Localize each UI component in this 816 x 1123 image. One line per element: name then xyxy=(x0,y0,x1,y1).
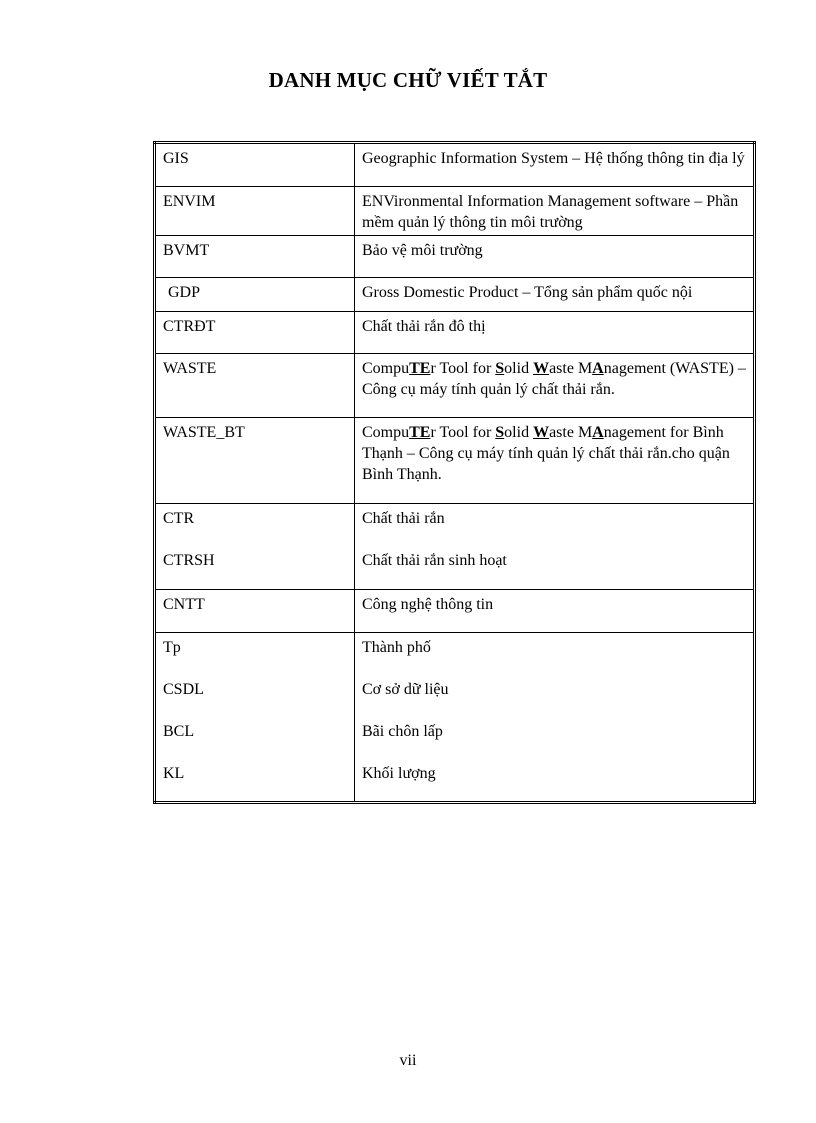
table-row xyxy=(155,418,755,504)
abbreviation-cell: CTRĐT xyxy=(155,312,355,354)
abbreviation-cell: BVMT xyxy=(155,236,355,278)
meaning-text: CompuTEr Tool for Solid Waste MAnagement for Bình Thạnh – Công cụ máy tính quản lý chất thải rắn.cho quận Bình Thạnh. xyxy=(362,424,730,483)
table-row xyxy=(155,504,755,590)
meaning-cell xyxy=(355,504,755,590)
abbreviation-cell: GDP xyxy=(155,278,355,312)
meaning-line: Chất thải rắn sinh hoạt xyxy=(362,552,507,569)
table-row xyxy=(155,278,755,312)
abbreviation-line: Tp xyxy=(163,639,181,656)
meaning-cell xyxy=(355,354,755,418)
abbreviation-cell: CNTT xyxy=(155,590,355,633)
meaning-cell: Geographic Information System – Hệ thống thông tin địa lý xyxy=(355,143,755,187)
page-number: vii xyxy=(399,1052,417,1069)
abbreviation-line: KL xyxy=(163,765,185,782)
meaning-cell: Chất thải rắn đô thị xyxy=(355,312,755,354)
abbreviation-line: BCL xyxy=(163,723,195,740)
abbreviation-line: CTR xyxy=(163,510,195,527)
table-row xyxy=(155,590,755,633)
abbreviation-line: CTRSH xyxy=(163,552,215,569)
table-row xyxy=(155,354,755,418)
meaning-cell: Công nghệ thông tin xyxy=(355,590,755,633)
meaning-line: Chất thải rắn xyxy=(362,510,445,527)
table-row xyxy=(155,187,755,236)
meaning-line: Thành phố xyxy=(362,639,431,656)
page-title: DANH MỤC CHỮ VIẾT TẮT xyxy=(268,68,548,92)
abbreviation-cell: WASTE_BT xyxy=(155,418,355,504)
abbreviation-cell: GIS xyxy=(155,143,355,187)
meaning-cell xyxy=(355,418,755,504)
abbreviation-cell: WASTE xyxy=(155,354,355,418)
table-row xyxy=(155,312,755,354)
abbreviation-cell: ENVIM xyxy=(155,187,355,236)
abbreviation-cell xyxy=(155,504,355,590)
abbreviation-line: CSDL xyxy=(163,681,204,698)
table-row xyxy=(155,143,755,187)
table-row xyxy=(155,633,755,803)
abbreviation-cell xyxy=(155,633,355,803)
meaning-cell: Gross Domestic Product – Tổng sản phẩm quốc nội xyxy=(355,278,755,312)
abbreviation-table xyxy=(153,141,756,804)
meaning-cell: Bảo vệ môi trường xyxy=(355,236,755,278)
meaning-text: CompuTEr Tool for Solid Waste MAnagement (WASTE) – Công cụ máy tính quản lý chất thải rắn. xyxy=(362,360,746,398)
meaning-cell xyxy=(355,633,755,803)
meaning-line: Bãi chôn lấp xyxy=(362,723,443,740)
table-row xyxy=(155,236,755,278)
meaning-line: Cơ sở dữ liệu xyxy=(362,681,449,698)
meaning-line: Khối lượng xyxy=(362,765,436,782)
meaning-cell: ENVironmental Information Management software – Phần mềm quản lý thông tin môi trường xyxy=(355,187,755,236)
